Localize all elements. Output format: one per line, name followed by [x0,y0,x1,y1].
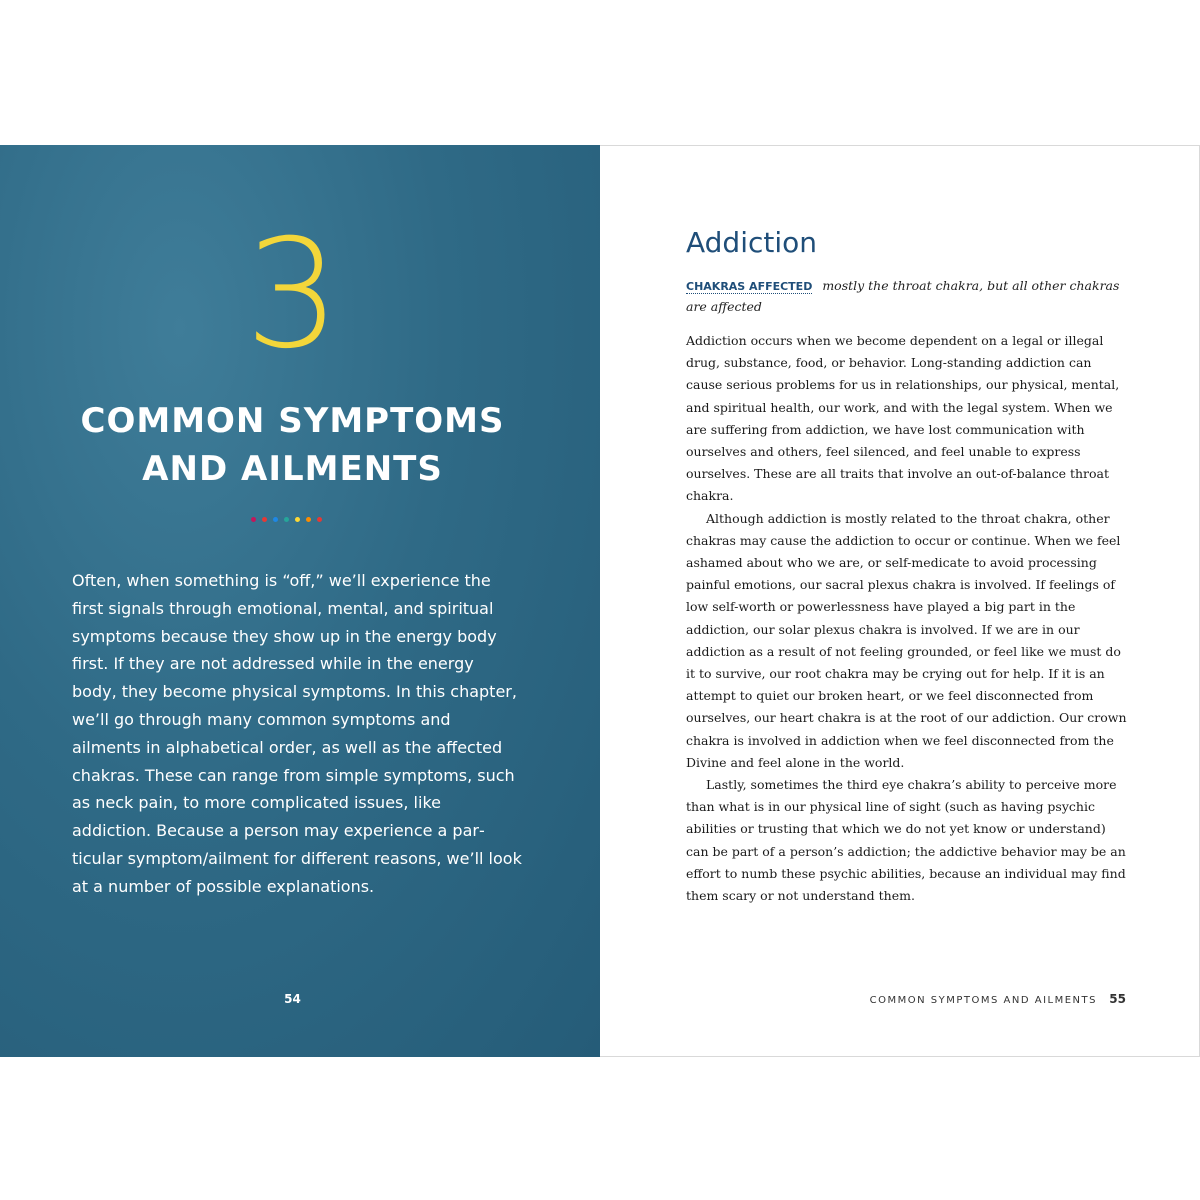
chapter-intro: Often, when something is “off,” we’ll experience the first signals through emotional, mental, and spiritual symptoms because they show up in the energy body first. If they are not addressed while in the energy body, they become physical symptoms. In this chapter, we’ll go through many common symptoms and ailments in alphabetical order, as well as the affected chakras. These can range from simple symptoms, such as neck pain, to more complicated issues, like addiction. Because a person may experience a particular symptom/ailment for different reasons, we’ll look at a number of possible explanations. [72,571,522,896]
chapter-title [0,397,585,493]
chakra-dot [284,517,289,522]
body-paragraph: Lastly, sometimes the third eye chakra’s ability to perceive more than what is in our physical line of sight (such as having psychic abilities or trusting that which we do not yet know or understand) can be part of a person’s addiction; the addictive behavior may be an effort to numb these psychic abilities, because an individual may find them scary or not understand them. [686,777,1126,904]
chakra-dot [251,517,256,522]
chakras-affected-text: mostly the throat chakra, but all other chakras are affected [686,278,1120,314]
running-head: COMMON SYMPTOMS AND AILMENTS [869,995,1097,1006]
left-page [0,145,600,1057]
chakras-affected [686,276,1126,317]
body-text [686,330,1128,907]
chakra-dot [317,517,322,522]
page-number-right: 55 [1109,992,1126,1006]
chakra-dot [262,517,267,522]
book-spread [0,145,1200,1057]
page-number-left: 54 [284,992,301,1006]
chapter-title-line-2: AND AILMENTS [142,449,443,489]
chapter-title-line-1: COMMON SYMPTOMS [80,401,505,441]
body-paragraph: Addiction occurs when we become dependent on a legal or illegal drug, substance, food, or behavior. Long-standing addiction can cause serious problems for us in relationships, our physical, mental, and spiritual health, our work, and with the legal system. When we are suffering from addiction, we have lost communication with ourselves and others, feel silenced, and feel unable to express ourselves. These are all traits that involve an out-of-balance throat chakra. [686,333,1120,504]
chakra-dots-divider [251,517,322,522]
chakra-dot [295,517,300,522]
chapter-number: 3 [244,208,341,382]
chakras-affected-label: CHAKRAS AFFECTED [686,280,813,293]
chakra-dot [273,517,278,522]
chakra-dot [306,517,311,522]
section-title: Addiction [686,226,818,259]
right-page [600,145,1200,1057]
body-paragraph: Although addiction is mostly related to the throat chakra, other chakras may cause the addiction to occur or continue. When we feel ashamed about who we are, or self-medicate to avoid processing painful emotions, our sacral plexus chakra is involved. If feelings of low self-worth or powerlessness have played a big part in the addiction, our solar plexus chakra is involved. If we are in our addiction as a result of not feeling grounded, or feel like we must do it to survive, our root chakra may be crying out for help. If it is an attempt to quiet our broken heart, or we feel disconnected from ourselves, our heart chakra is at the root of our addiction. Our crown chakra is involved in addiction when we feel disconnected from the Divine and feel alone in the world. [686,510,1127,770]
